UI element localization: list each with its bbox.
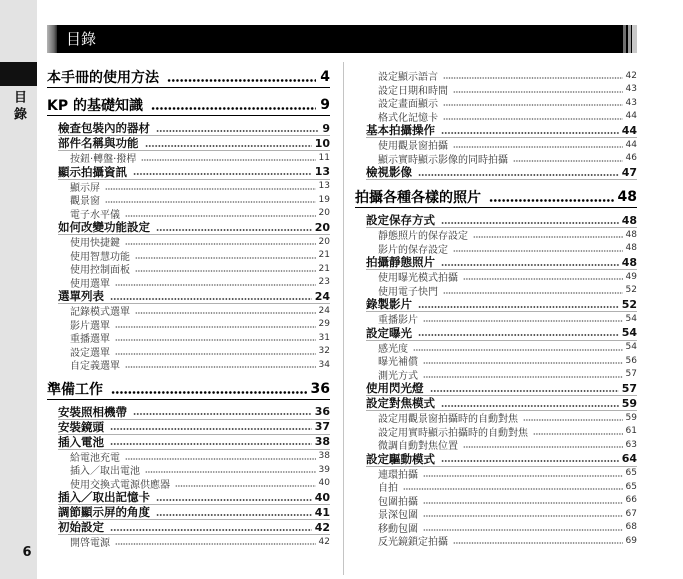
dot-leader [423,315,623,322]
toc-entry-title: 微調自動對焦位置 [378,441,458,452]
dot-leader [151,100,316,110]
dot-leader [135,265,316,272]
toc-entry-page: 20 [318,208,330,219]
toc-entry-title: 移動包圍 [378,523,418,534]
toc-entry-page: 43 [625,84,637,95]
toc-entry-page: 24 [314,289,330,303]
toc-entry-title: 影片的保存設定 [378,244,448,255]
toc-entry-title: 電子水平儀 [70,209,120,220]
toc-entry-title: 使用觀景窗拍攝 [378,141,448,152]
toc-entry-page: 41 [314,505,330,519]
dot-leader [125,210,316,217]
toc-subsection-entry[interactable] [70,318,330,332]
page-title: 目錄 [66,30,97,48]
toc-entry-title: 拍攝各種各樣的照片 [355,190,481,206]
toc-entry-page: 20 [314,220,330,234]
dot-leader [463,273,623,280]
toc-entry-page: 54 [625,342,637,353]
toc-entry-page: 32 [318,346,330,357]
toc-subsection-entry[interactable] [378,354,637,368]
toc-entry-page: 42 [625,70,637,81]
toc-entry-title: 設定選單 [70,347,110,358]
toc-subsection-entry[interactable] [70,463,330,477]
dot-leader [105,183,316,190]
toc-subsection-entry[interactable] [378,138,637,152]
toc-section-entry[interactable] [366,396,637,411]
dot-leader [125,238,316,245]
thumb-index-tab [0,62,37,86]
toc-entry-title: 錄製影片 [366,297,412,311]
toc-section-entry[interactable] [58,289,330,304]
dot-leader [145,466,316,473]
dot-leader [110,423,312,431]
dot-leader [533,428,623,435]
toc-entry-title: 插入／取出電池 [70,466,140,477]
dot-leader [473,231,623,238]
toc-entry-title: 觀景窗 [70,196,100,207]
toc-entry-title: 使用曝光模式拍攝 [378,273,458,284]
dot-leader [135,307,316,314]
toc-entry-title: 設定對焦模式 [366,396,435,410]
dot-leader [418,300,619,308]
toc-entry-page: 54 [621,326,637,339]
toc-subsection-entry[interactable] [378,534,637,548]
dot-leader [133,408,312,416]
toc-entry-page: 63 [625,439,637,450]
dot-leader [133,168,312,176]
dot-leader [110,523,312,531]
toc-entry-title: 測光方式 [378,370,418,381]
toc-entry-page: 43 [625,97,637,108]
toc-entry-page: 9 [320,97,330,113]
dot-leader [443,99,623,106]
toc-entry-title: 使用閃光燈 [366,381,424,395]
toc-entry-page: 29 [318,319,330,330]
dot-leader [423,470,623,477]
toc-subsection-entry[interactable] [378,152,637,166]
dot-leader [115,279,316,286]
toc-entry-page: 34 [318,359,330,370]
dot-leader [441,216,619,224]
toc-entry-page: 66 [625,495,637,506]
dot-leader [418,168,619,176]
thumb-index-strip [0,0,37,579]
toc-entry-title: 使用選單 [70,278,110,289]
toc-subsection-entry[interactable] [70,535,330,549]
toc-subsection-entry[interactable] [378,284,637,298]
dot-leader [413,344,623,351]
toc-entry-page: 21 [318,263,330,274]
toc-section-entry[interactable] [58,405,330,420]
dot-leader [115,348,316,355]
toc-entry-page: 48 [625,229,637,240]
dot-leader [441,126,619,134]
toc-subsection-entry[interactable] [70,304,330,318]
toc-entry-title: 使用交換式電源供應器 [70,479,170,490]
toc-entry-page: 52 [621,297,637,311]
toc-subsection-entry[interactable] [70,262,330,276]
toc-entry-title: 設定曝光 [366,325,412,340]
dot-leader [145,139,312,147]
toc-section-entry[interactable] [58,121,330,136]
toc-subsection-entry[interactable] [378,341,637,355]
toc-entry-page: 48 [625,243,637,254]
toc-entry-page: 21 [318,250,330,261]
dot-leader [167,72,316,82]
toc-entry-title: 靜態照片的保存設定 [378,231,468,242]
toc-entry-title: 如何改變功能設定 [58,220,150,234]
toc-entry-page: 65 [625,481,637,492]
dot-leader [423,497,623,504]
toc-entry-page: 40 [318,478,330,489]
toc-entry-title: 顯示拍攝資訊 [58,164,127,179]
toc-section-entry[interactable] [366,381,637,396]
dot-leader [523,414,623,421]
toc-entry-page: 56 [625,355,637,366]
toc-entry-title: 顯示實時顯示影像的同時拍攝 [378,154,508,165]
toc-entry-title: 調節顯示屏的角度 [58,505,150,519]
toc-subsection-entry[interactable] [378,368,637,382]
toc-entry-page: 65 [625,468,637,479]
toc-entry-title: 顯示屏 [70,182,100,193]
dot-leader [156,124,319,132]
toc-entry-title: 感光度 [378,343,408,354]
dot-leader [111,384,307,394]
toc-entry-title: 檢查包裝內的器材 [58,121,150,135]
toc-entry-title: 給電池充電 [70,452,120,463]
toc-entry-title: 重播影片 [378,315,418,326]
toc-subsection-entry[interactable] [70,450,330,464]
toc-entry-page: 64 [621,452,637,465]
toc-entry-title: 曝光補償 [378,357,418,368]
toc-column-left [47,60,330,549]
dot-leader [125,453,316,460]
toc-entry-title: 拍攝靜態照片 [366,255,435,269]
toc-section-entry[interactable] [58,490,330,505]
dot-leader [156,493,312,501]
dot-leader [423,371,623,378]
toc-entry-title: 安裝照相機帶 [58,404,127,419]
toc-entry-page: 54 [625,313,637,324]
toc-subsection-entry[interactable] [70,358,330,372]
dot-leader [105,196,316,203]
toc-entry-title: 反光鏡鎖定拍攝 [378,537,448,548]
toc-chapter-entry[interactable] [355,187,637,208]
toc-section-entry[interactable] [58,505,330,520]
toc-entry-title: 使用電子快門 [378,286,438,297]
toc-entry-page: 31 [318,332,330,343]
dot-leader [110,292,312,300]
dot-leader [453,537,623,544]
dot-leader [441,399,619,407]
toc-entry-title: 設定畫面顯示 [378,99,438,110]
toc-subsection-entry[interactable] [70,345,330,359]
toc-entry-page: 67 [625,508,637,519]
toc-subsection-entry[interactable] [378,521,637,535]
toc-subsection-entry[interactable] [378,494,637,508]
toc-subsection-entry[interactable] [70,193,330,207]
toc-subsection-entry[interactable] [378,228,637,242]
dot-leader [125,361,316,368]
toc-entry-title: 影片選單 [70,320,110,331]
toc-entry-page: 59 [621,396,637,410]
dot-leader [423,510,623,517]
toc-section-entry[interactable] [366,297,637,312]
toc-subsection-entry[interactable] [378,110,637,124]
toc-chapter-entry[interactable] [47,95,330,116]
toc-subsection-entry[interactable] [378,312,637,326]
dot-leader [443,287,623,294]
dot-leader [141,154,315,161]
dot-leader [443,72,623,79]
toc-subsection-entry[interactable] [70,477,330,491]
toc-entry-title: 使用智慧功能 [70,251,130,262]
toc-section-entry[interactable] [366,255,637,270]
toc-subsection-entry[interactable] [378,96,637,110]
toc-subsection-entry[interactable] [70,235,330,249]
toc-entry-page: 57 [621,381,637,395]
dot-leader [110,438,312,446]
toc-subsection-entry[interactable] [70,331,330,345]
toc-entry-page: 4 [320,69,330,85]
toc-entry-page: 38 [318,451,330,462]
toc-subsection-entry[interactable] [70,207,330,221]
toc-entry-title: 本手冊的使用方法 [47,70,159,86]
toc-entry-page: 52 [625,285,637,296]
toc-section-entry[interactable] [366,326,637,341]
toc-subsection-entry[interactable] [70,276,330,290]
toc-entry-page: 59 [625,412,637,423]
dot-leader [423,357,623,364]
toc-entry-title: 設定顯示語言 [378,72,438,83]
dot-leader [453,86,623,93]
toc-entry-page: 68 [625,522,637,533]
toc-entry-page: 13 [318,181,330,192]
toc-subsection-entry[interactable] [378,270,637,284]
toc-subsection-entry[interactable] [70,249,330,263]
toc-entry-page: 42 [318,536,330,547]
toc-section-entry[interactable] [58,220,330,235]
dot-leader [441,258,619,266]
toc-entry-title: 自定義選單 [70,361,120,372]
toc-section-entry[interactable] [58,165,330,180]
dot-leader [463,441,623,448]
toc-entry-title: 安裝鏡頭 [58,419,104,434]
toc-subsection-entry[interactable] [378,507,637,521]
toc-entry-page: 48 [617,189,637,205]
toc-entry-title: 使用控制面板 [70,265,130,276]
dot-leader [115,334,316,341]
toc-subsection-entry[interactable] [378,411,637,425]
dot-leader [453,141,623,148]
toc-subsection-entry[interactable] [378,480,637,494]
toc-subsection-entry[interactable] [378,425,637,439]
toc-entry-page: 39 [318,464,330,475]
toc-entry-page: 36 [314,405,330,418]
toc-entry-page: 44 [625,111,637,122]
toc-subsection-entry[interactable] [378,438,637,452]
dot-leader [430,384,619,392]
toc-entry-page: 10 [314,136,330,150]
dot-leader [156,223,312,231]
toc-entry-page: 19 [318,194,330,205]
toc-section-entry[interactable] [58,136,330,151]
toc-chapter-entry[interactable] [47,67,330,88]
header-right-cap [620,25,637,53]
toc-entry-title: 格式化記憶卡 [378,112,438,123]
dot-leader [513,155,623,162]
dot-leader [403,483,623,490]
toc-entry-page: 23 [318,277,330,288]
toc-entry-page: 46 [625,153,637,164]
toc-entry-title: 初始設定 [58,520,104,534]
dot-leader [156,508,312,516]
toc-entry-page: 69 [625,535,637,546]
toc-subsection-entry[interactable] [378,69,637,83]
toc-subsection-entry[interactable] [378,83,637,97]
header-left-cap [47,25,57,53]
toc-chapter-entry[interactable] [47,379,330,400]
dot-leader [115,538,316,545]
toc-entry-page: 13 [314,165,330,178]
thumb-index-label: 目錄 [11,90,26,124]
toc-entry-page: 40 [314,490,330,504]
toc-entry-page: 11 [318,152,330,163]
toc-entry-page: 48 [621,255,637,269]
dot-leader [441,455,619,463]
toc-column-right [355,69,637,548]
toc-entry-title: 包圍拍攝 [378,496,418,507]
toc-section-entry[interactable] [366,452,637,467]
toc-entry-title: 設定保存方式 [366,213,435,227]
toc-entry-page: 37 [314,420,330,433]
toc-entry-title: 插入／取出記憶卡 [58,490,150,504]
toc-entry-page: 61 [625,426,637,437]
toc-section-entry[interactable] [58,520,330,535]
toc-entry-page: 20 [318,236,330,247]
toc-entry-title: 設定用觀景窗拍攝時的自動對焦 [378,414,518,425]
toc-entry-title: 設定驅動模式 [366,451,435,466]
toc-entry-title: 使用快捷鍵 [70,238,120,249]
toc-entry-title: 基本拍攝操作 [366,123,435,137]
toc-entry-page: 47 [621,165,637,179]
toc-subsection-entry[interactable] [70,180,330,194]
dot-leader [423,524,623,531]
toc-entry-page: 9 [322,121,330,135]
toc-entry-title: 設定用實時顯示拍攝時的自動對焦 [378,427,528,438]
toc-entry-title: 選單列表 [58,289,104,303]
toc-entry-page: 36 [310,380,330,397]
dot-leader [489,192,614,202]
toc-entry-page: 48 [621,213,637,227]
toc-section-entry[interactable] [366,213,637,228]
page-number: 6 [22,545,32,560]
column-divider [343,62,344,575]
dot-leader [453,245,623,252]
toc-subsection-entry[interactable] [378,242,637,256]
toc-section-entry[interactable] [58,420,330,435]
header-bar [47,25,637,53]
toc-entry-page: 24 [318,305,330,316]
toc-entry-page: 49 [625,271,637,282]
toc-entry-title: 自拍 [378,483,398,494]
dot-leader [175,480,316,487]
dot-leader [443,113,623,120]
toc-subsection-entry[interactable] [70,151,330,165]
dot-leader [418,329,619,337]
toc-entry-page: 57 [625,369,637,380]
toc-section-entry[interactable] [366,123,637,138]
toc-entry-title: 連環拍攝 [378,469,418,480]
toc-subsection-entry[interactable] [378,467,637,481]
toc-entry-title: 記錄模式選單 [70,307,130,318]
dot-leader [115,321,316,328]
toc-entry-page: 38 [314,435,330,448]
dot-leader [135,252,316,259]
toc-entry-page: 44 [621,123,637,137]
toc-entry-title: 設定日期和時間 [378,85,448,96]
toc-entry-title: 按鈕‧轉盤‧撥桿 [70,154,137,165]
toc-entry-title: 部件名稱與功能 [58,136,139,150]
toc-entry-page: 44 [625,139,637,150]
toc-entry-title: 重播選單 [70,334,110,345]
toc-entry-title: 景深包圍 [378,510,418,521]
toc-section-entry[interactable] [58,435,330,450]
toc-section-entry[interactable] [366,165,637,180]
toc-entry-title: 準備工作 [47,381,103,398]
toc-entry-title: 開啓電源 [70,538,110,549]
toc-entry-title: 插入電池 [58,434,104,449]
toc-entry-page: 42 [314,520,330,534]
toc-entry-title: 檢視影像 [366,165,412,179]
toc-entry-title: KP 的基礎知識 [47,98,143,114]
